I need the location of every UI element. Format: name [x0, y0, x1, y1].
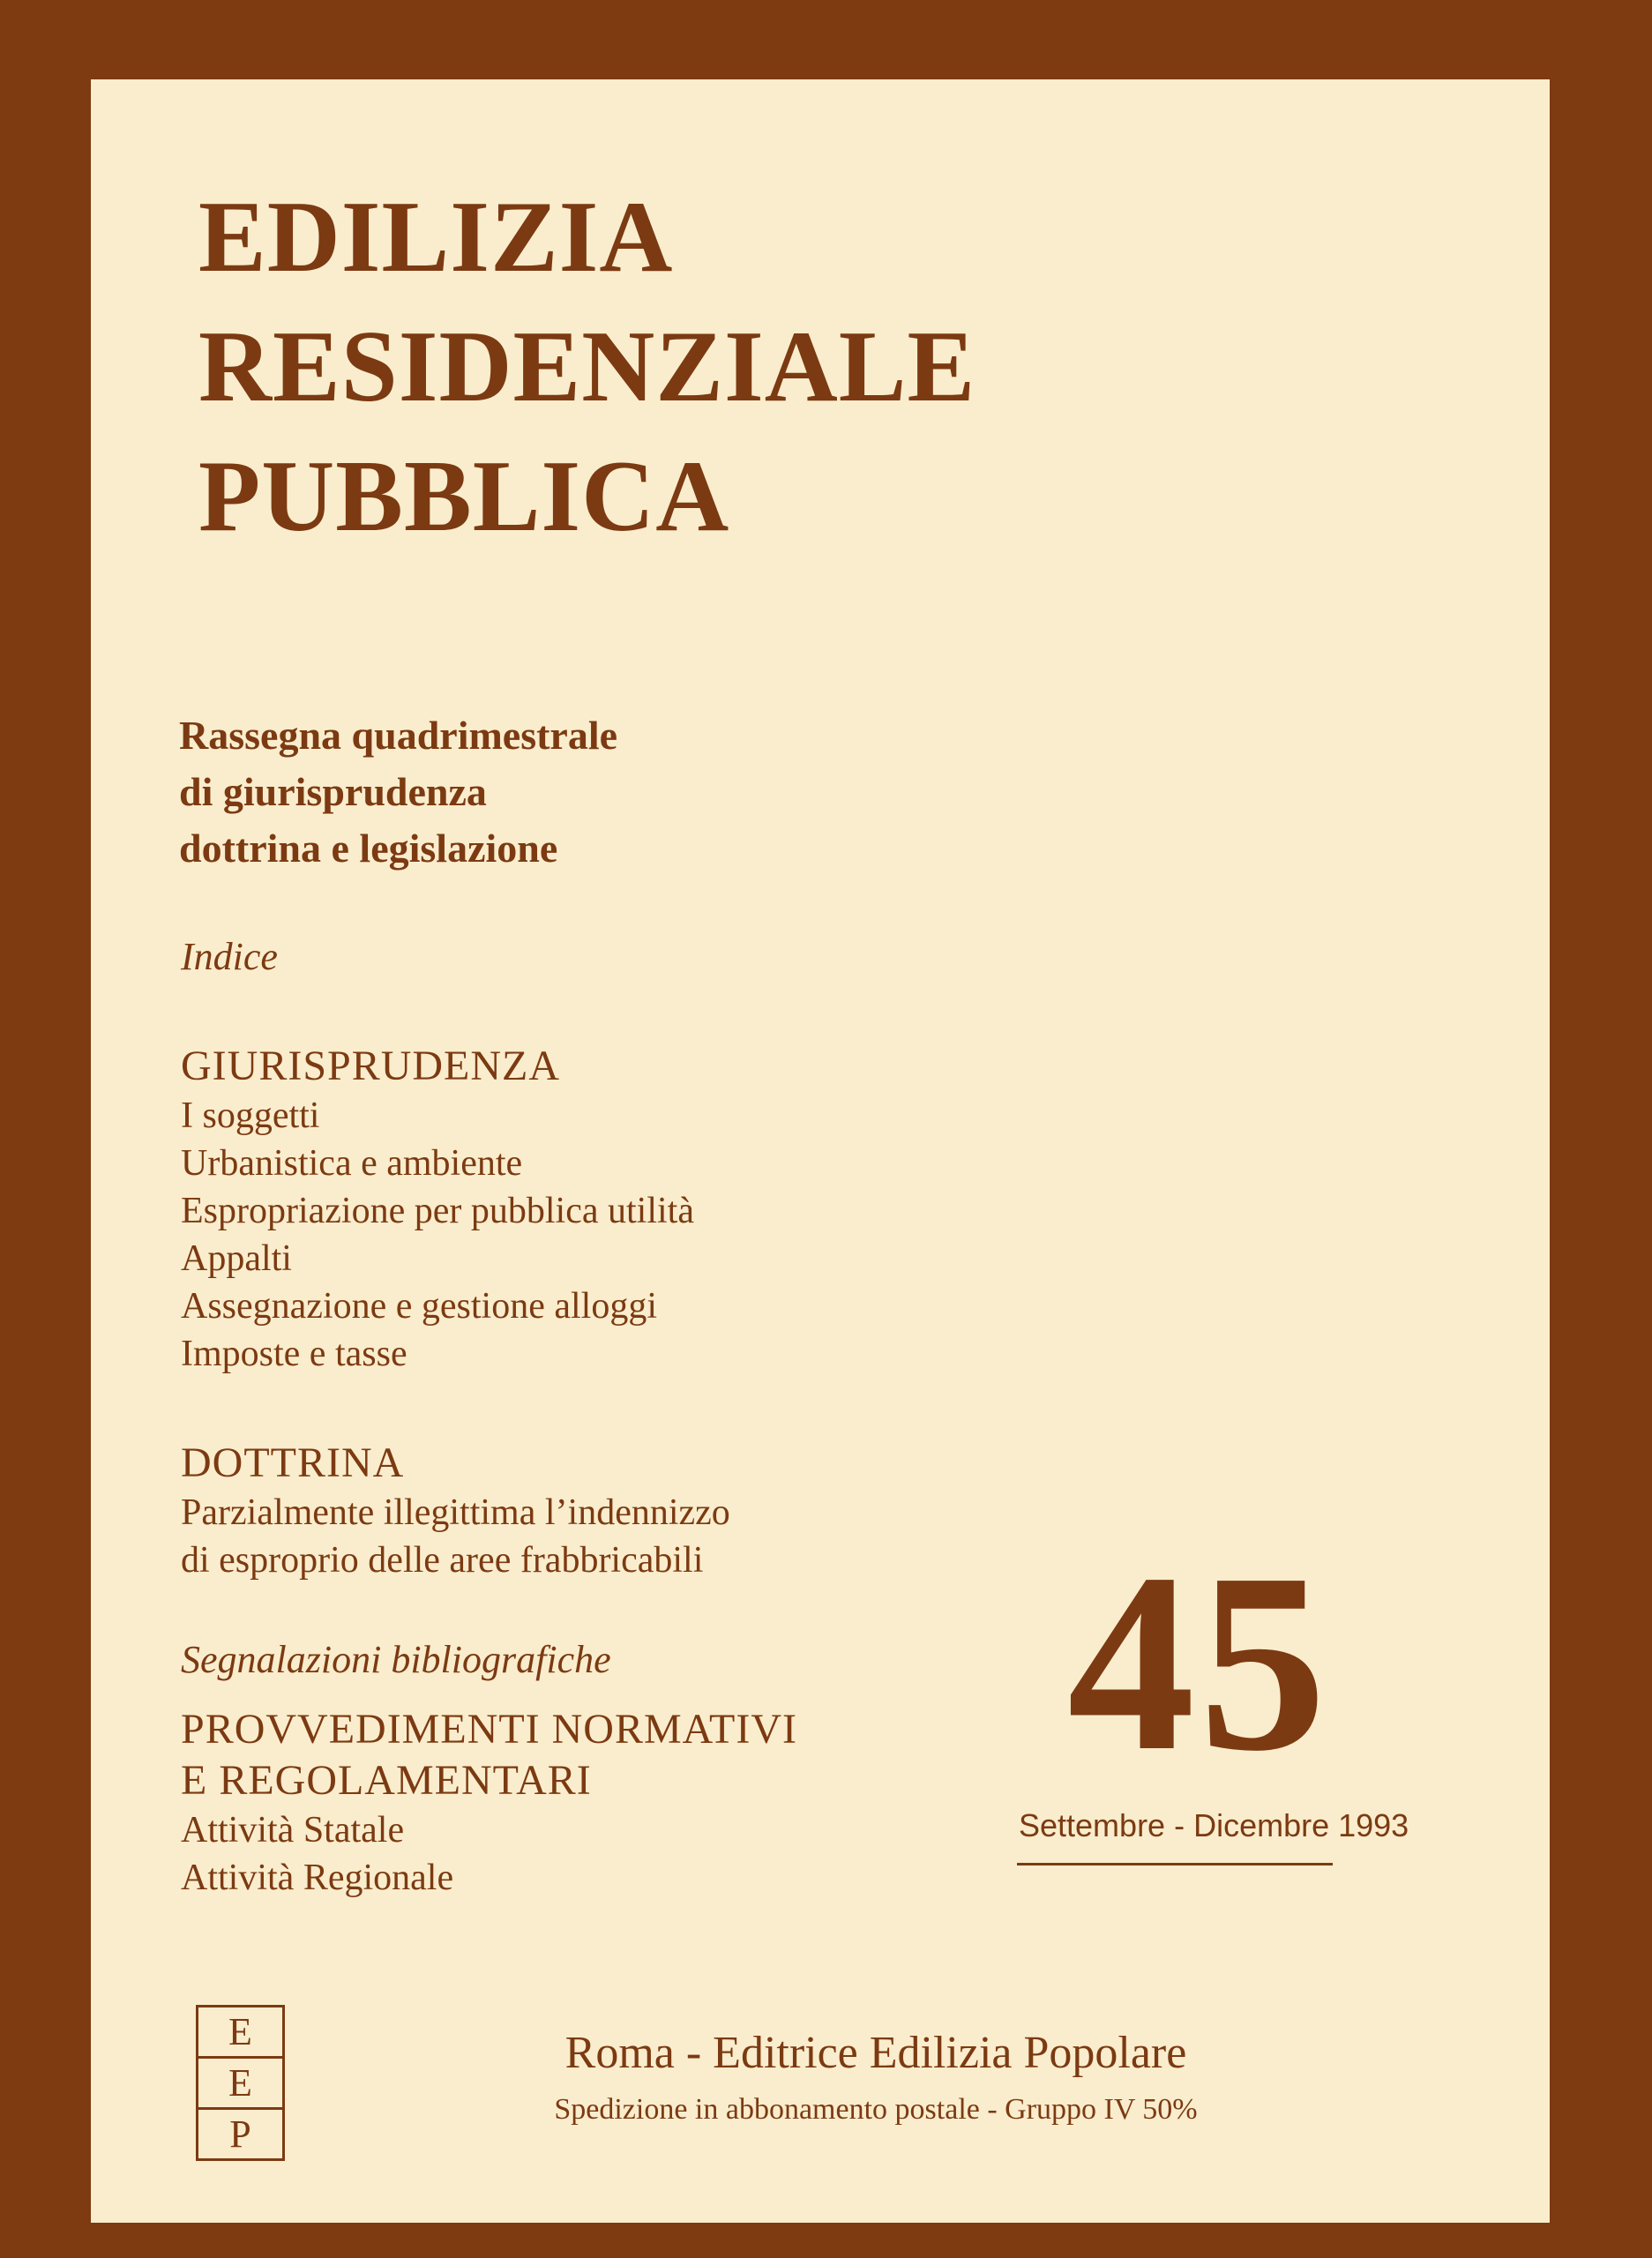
index-item: Assegnazione e gestione alloggi: [181, 1286, 658, 1327]
publisher-name: Roma - Editrice Edilizia Popolare: [564, 2028, 1187, 2078]
section-heading-line: PROVVEDIMENTI NORMATIVI: [181, 1706, 797, 1753]
index-item-line: di esproprio delle aree frabbricabili: [181, 1540, 704, 1581]
journal-subtitle-line: Rassegna quadrimestrale: [179, 713, 618, 758]
journal-title-line: EDILIZIA: [198, 181, 674, 293]
section-provvedimenti: [181, 1704, 797, 1902]
index-item: Attività Regionale: [181, 1858, 454, 1898]
index-item: Urbanistica e ambiente: [181, 1143, 523, 1184]
section-heading-line: E REGOLAMENTARI: [181, 1757, 592, 1804]
eep-logo: [196, 2005, 285, 2161]
section-giurisprudenza: [181, 1041, 694, 1378]
index-item: I soggetti: [181, 1095, 320, 1136]
section-heading: DOTTRINA: [181, 1439, 405, 1486]
cover-page: [91, 79, 1550, 2223]
eep-logo-letter: E: [198, 2056, 282, 2107]
journal-title-line: RESIDENZIALE: [198, 310, 976, 422]
journal-title: [198, 172, 976, 561]
issue-period-rule: [1017, 1863, 1333, 1865]
eep-logo-letter: P: [198, 2107, 282, 2158]
index-item: Imposte e tasse: [181, 1334, 407, 1374]
index-item: Attività Statale: [181, 1810, 405, 1851]
section-dottrina: [181, 1438, 730, 1584]
issue-number: 45: [1067, 1521, 1330, 1804]
index-item: Appalti: [181, 1238, 292, 1279]
index-item-line: Parzialmente illegittima l’indennizzo: [181, 1492, 730, 1533]
journal-subtitle: [179, 707, 617, 877]
section-heading: GIURISPRUDENZA: [181, 1043, 561, 1089]
journal-subtitle-line: di giurisprudenza: [179, 769, 487, 814]
index-label: Indice: [181, 935, 278, 978]
publisher-shipping-line: Spedizione in abbonamento postale - Gruppo IV 50%: [554, 2093, 1198, 2126]
segnalazioni-label: Segnalazioni bibliografiche: [181, 1638, 611, 1681]
issue-period: Settembre - Dicembre 1993: [1019, 1807, 1409, 1843]
journal-title-line: PUBBLICA: [198, 440, 730, 552]
journal-subtitle-line: dottrina e legislazione: [179, 826, 558, 871]
index-item: Espropriazione per pubblica utilità: [181, 1191, 694, 1231]
publisher-block: [470, 2027, 1282, 2129]
eep-logo-letter: E: [228, 2009, 252, 2053]
